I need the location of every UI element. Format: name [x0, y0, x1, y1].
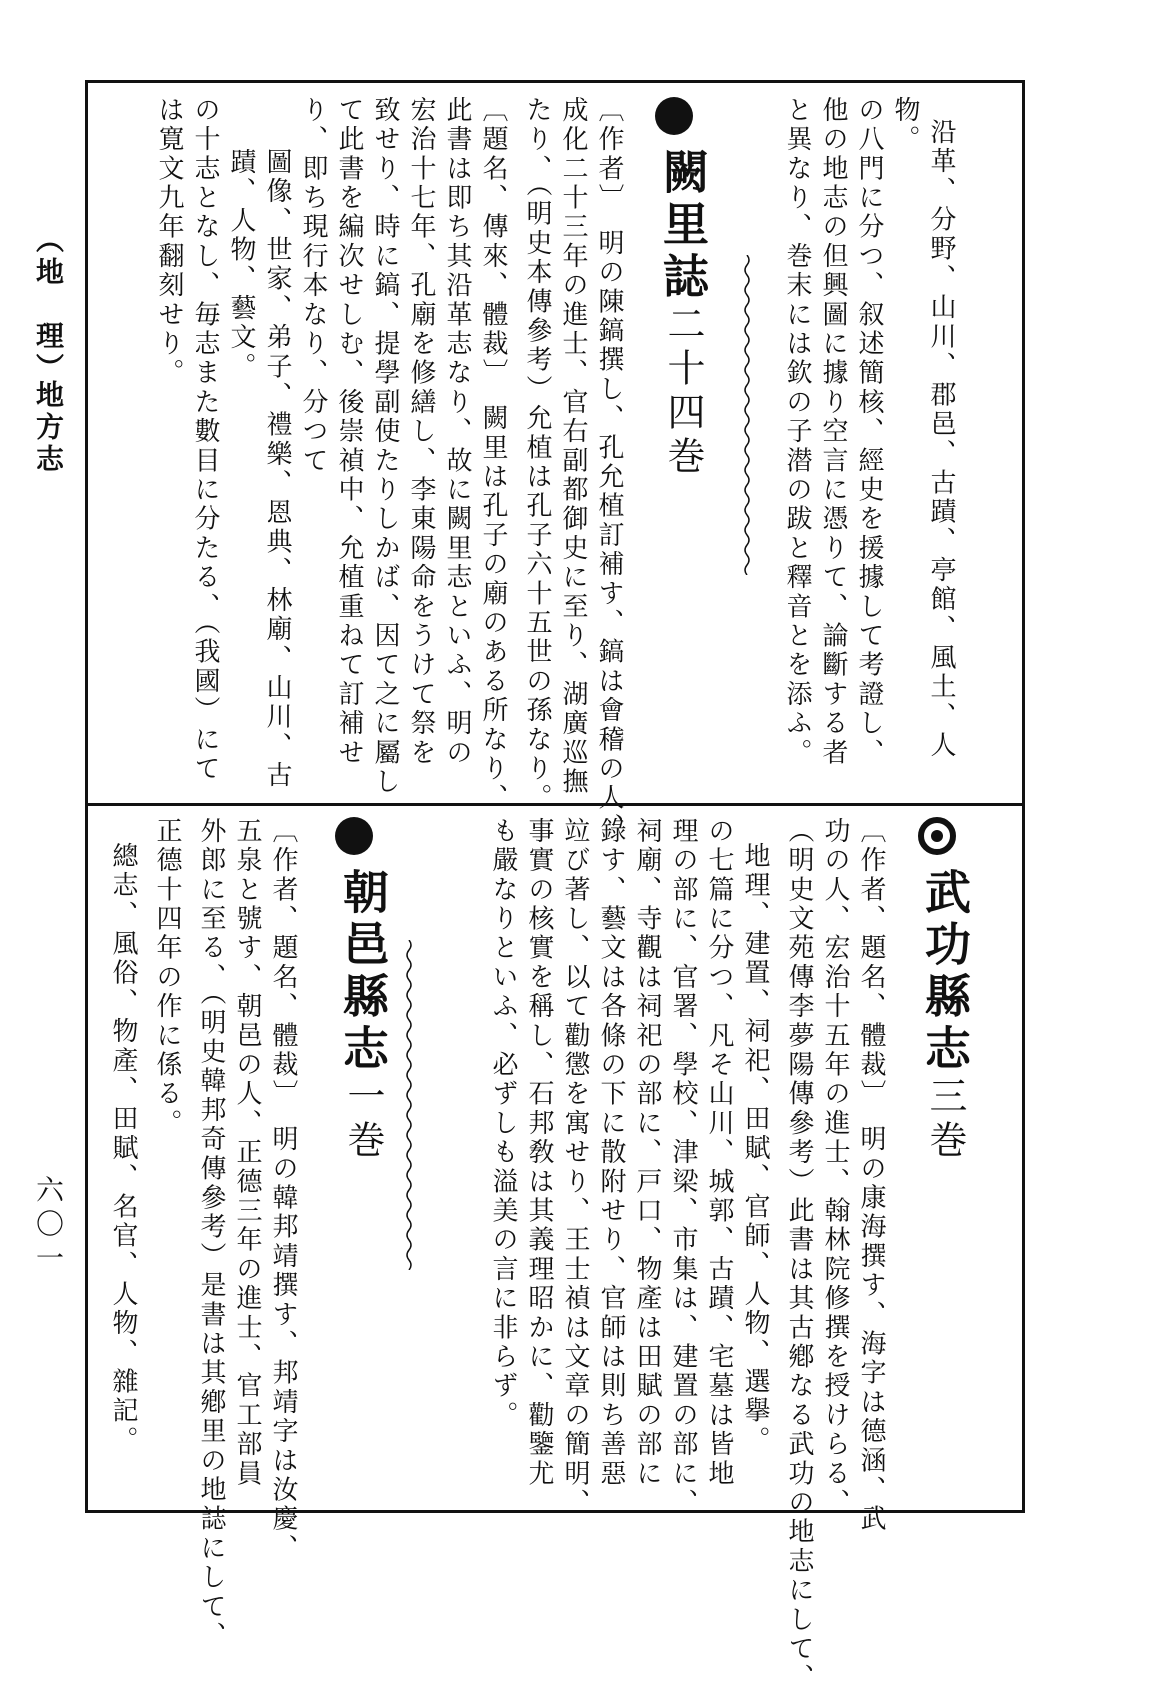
- running-head-category: 地方志: [32, 380, 65, 476]
- text-line: 致せり、時に鎬、提學副使たりしかば、因て之に屬し: [370, 96, 400, 797]
- page-number: 六〇一: [32, 1175, 65, 1277]
- text-line: （明史文苑傳李夢陽傳參考）此書は其古鄕なる武功の地志にして、: [784, 817, 814, 1693]
- text-line: 物。: [890, 96, 920, 155]
- text-line: 事實の核實を稱し、石邦敎は其義理昭かに、勸鑒尤: [524, 817, 554, 1489]
- text-line: 沿革、分野、山川、郡邑、古蹟、亭館、風土、人: [926, 118, 956, 761]
- section-divider: [88, 803, 1022, 806]
- text-line: 此書は即ち其沿革志なり、故に闕里志といふ、明の: [442, 96, 472, 768]
- text-line: 地理、建置、祠祀、田賦、官師、人物、選擧。: [740, 842, 770, 1456]
- text-line: 成化二十三年の進士、官右副都御史に至り、湖廣巡撫: [558, 96, 588, 797]
- text-line: 圖像、世家、弟子、禮樂、恩典、林廟、山川、古: [262, 148, 292, 791]
- entry-title: 武功縣志三巻: [918, 868, 972, 1164]
- text-line: の七篇に分つ、凡そ山川、城郭、古蹟、宅墓は皆地: [704, 817, 734, 1489]
- text-line: 〔題名、傳來、體裁〕 闕里は孔子の廟のある所なり、: [478, 96, 508, 813]
- text-line: 功の人、宏治十五年の進士、翰林院修撰を授けらる、: [820, 817, 850, 1518]
- text-line: 外郎に至る、（明史韓邦奇傳參考）是書は其鄕里の地誌にして、: [196, 817, 226, 1651]
- text-line: と異なり、巻末には欽の子潜の跋と釋音とを添ふ。: [782, 96, 812, 768]
- text-line: 五泉と號す、朝邑の人、正德三年の進士、官工部員: [232, 817, 262, 1489]
- text-line: 竝び著し、以て勸懲を寓せり、王士禎は文章の簡明、: [560, 817, 590, 1518]
- text-line: の十志となし、毎志また數目に分たる、（我國）にて: [190, 96, 220, 784]
- text-line: 正德十四年の作に係る。: [152, 817, 182, 1139]
- text-line: 〔作者、題名、體裁〕 明の韓邦靖撰す、邦靖字は汝慶、: [268, 817, 298, 1564]
- running-head-section: （地 理）: [32, 225, 65, 385]
- text-line: 〔作者、題名、體裁〕 明の康海撰す、海字は德涵、武: [856, 817, 886, 1534]
- text-line: も嚴なりといふ、必ずしも溢美の言に非らず。: [488, 817, 518, 1431]
- text-line: 蹟、人物、藝文。: [226, 148, 256, 382]
- text-line: 〔作者〕 明の陳鎬撰し、孔允植訂補す、鎬は會稽の人、: [594, 96, 624, 843]
- text-line: て此書を編次せしむ、後崇禎中、允植重ねて訂補せ: [334, 96, 364, 768]
- text-line: の八門に分つ、叙述簡核、經史を援據して考證し、: [854, 96, 884, 768]
- entry-bullet-icon: [335, 817, 373, 855]
- text-line: 錄す、藝文は各條の下に散附せり、官師は則ち善惡: [596, 817, 626, 1489]
- text-line: 祠廟、寺觀は祠祀の部に、戸口、物產は田賦の部に: [632, 817, 662, 1489]
- text-line: は寛文九年翻刻せり。: [154, 96, 184, 388]
- entry-title: 朝邑縣志一巻: [336, 868, 390, 1164]
- entry-bullet-icon: [655, 97, 693, 135]
- wavy-separator: [405, 940, 413, 1270]
- text-line: 理の部に、官署、學校、津梁、市集は、建置の部に、: [668, 817, 698, 1518]
- wavy-separator: [743, 255, 751, 575]
- text-line: り、即ち現行本なり、分つて: [298, 96, 328, 476]
- entry-title: 闕里誌二十四巻: [656, 148, 710, 480]
- entry-bullet-icon: [918, 817, 956, 855]
- text-line: 宏治十七年、孔廟を修繕し、李東陽命をうけて祭を: [406, 96, 436, 768]
- text-line: たり、（明史本傳參考）允植は孔子六十五世の孫なり。: [522, 96, 552, 813]
- text-line: 他の地志の但興圖に據り空言に憑りて、論斷する者: [818, 96, 848, 768]
- text-line: 總志、風俗、物產、田賦、名官、人物、雜記。: [108, 842, 138, 1456]
